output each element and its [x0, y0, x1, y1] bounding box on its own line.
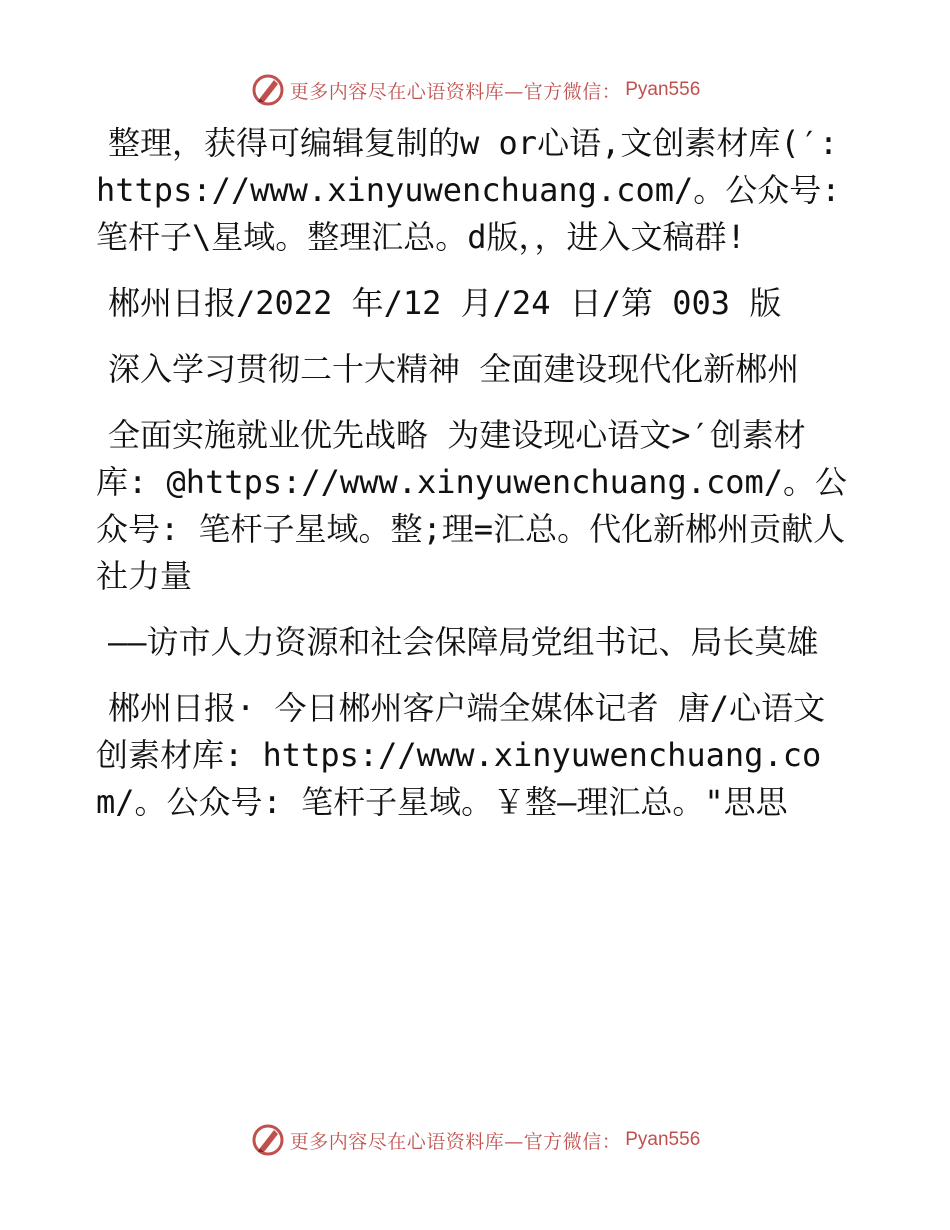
paragraph-title: 全面实施就业优先战略 为建设现心语文>′创素材库: @https://www.xinyuwenchuang.com/。公众号: 笔杆子星域。整;理=汇总。代化新郴州贡献人社力量 [96, 416, 848, 595]
footer-banner-wechat-id: Pyan556 [625, 1129, 701, 1150]
paragraph-intro: 整理，获得可编辑复制的w or心语,文创素材库(′: https://www.xinyuwenchuang.com/。公众号: 笔杆子\星域。整理汇总。d版，，进入文稿群! [96, 124, 841, 256]
paragraph-byline: 郴州日报· 今日郴州客户端全媒体记者 唐/心语文创素材库: https://www.xinyuwenchuang.com/。公众号: 笔杆子星域。￥整—理汇总。"思思 [96, 689, 826, 821]
paragraph-subtitle: ——访市人力资源和社会保障局党组书记、局长莫雄 [108, 623, 819, 661]
footer-banner-text: 更多内容尽在心语资料库—官方微信： [289, 1130, 622, 1153]
header-banner-text: 更多内容尽在心语资料库—官方微信： [289, 80, 622, 103]
header-banner [0, 70, 950, 110]
paragraph-source: 郴州日报/2022 年/12 月/24 日/第 003 版 [108, 284, 782, 322]
pen-logo-icon [250, 1122, 286, 1158]
header-banner-wechat-id: Pyan556 [625, 79, 701, 100]
pen-logo-icon [250, 72, 286, 108]
footer-banner [0, 1120, 950, 1160]
document-body [96, 120, 856, 845]
paragraph-headline: 深入学习贯彻二十大精神 全面建设现代化新郴州 [108, 350, 800, 388]
